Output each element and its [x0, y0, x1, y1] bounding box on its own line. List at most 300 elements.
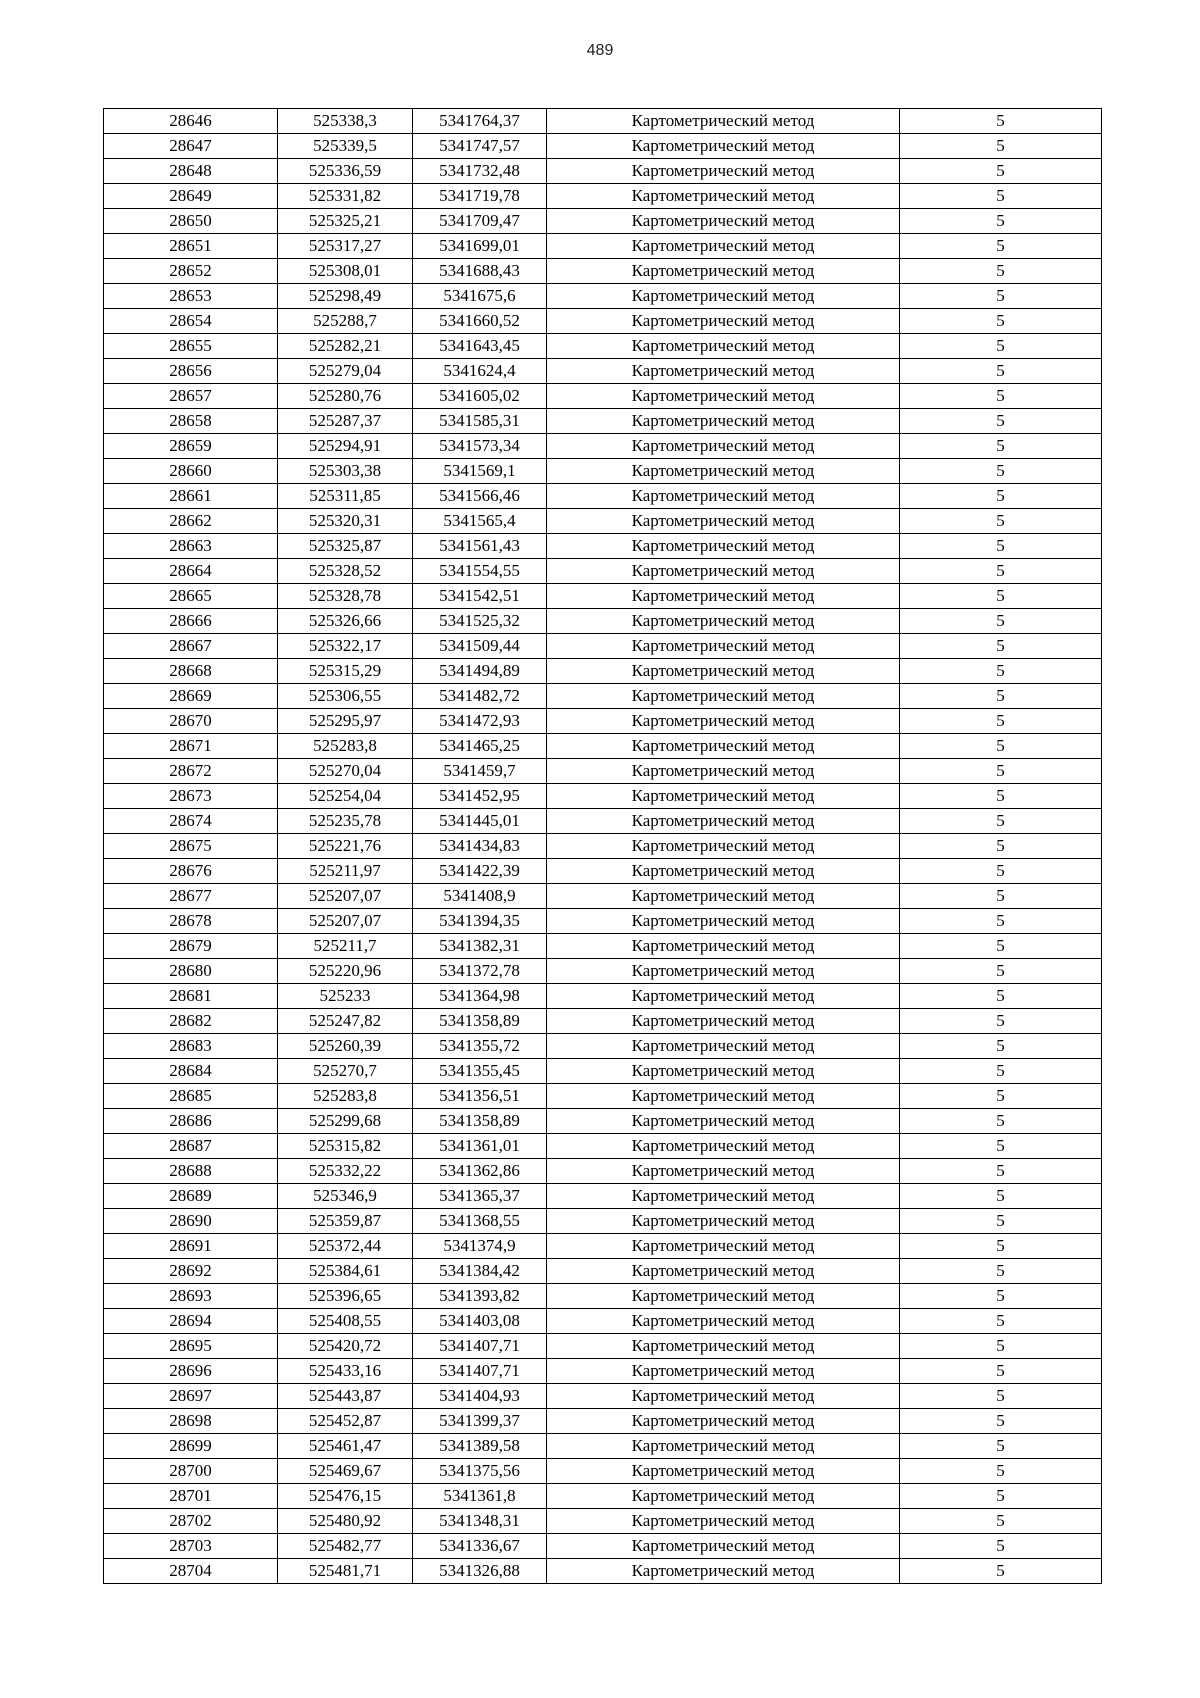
y-coordinate-cell: 5341372,78 — [413, 959, 547, 984]
x-coordinate-cell: 525433,16 — [278, 1359, 413, 1384]
y-coordinate-cell: 5341569,1 — [413, 459, 547, 484]
point-number-cell: 28658 — [104, 409, 278, 434]
point-number-cell: 28681 — [104, 984, 278, 1009]
accuracy-cell: 5 — [900, 1434, 1102, 1459]
x-coordinate-cell: 525480,92 — [278, 1509, 413, 1534]
method-cell: Картометрический метод — [547, 984, 900, 1009]
table-row — [104, 1459, 1102, 1484]
method-cell: Картометрический метод — [547, 459, 900, 484]
accuracy-cell: 5 — [900, 209, 1102, 234]
point-number-cell: 28702 — [104, 1509, 278, 1534]
accuracy-cell: 5 — [900, 684, 1102, 709]
y-coordinate-cell: 5341364,98 — [413, 984, 547, 1009]
accuracy-cell: 5 — [900, 859, 1102, 884]
point-number-cell: 28663 — [104, 534, 278, 559]
x-coordinate-cell: 525452,87 — [278, 1409, 413, 1434]
table-row — [104, 409, 1102, 434]
x-coordinate-cell: 525461,47 — [278, 1434, 413, 1459]
table-row — [104, 509, 1102, 534]
accuracy-cell: 5 — [900, 1109, 1102, 1134]
x-coordinate-cell: 525320,31 — [278, 509, 413, 534]
x-coordinate-cell: 525308,01 — [278, 259, 413, 284]
y-coordinate-cell: 5341407,71 — [413, 1359, 547, 1384]
table-row — [104, 1109, 1102, 1134]
method-cell: Картометрический метод — [547, 1059, 900, 1084]
x-coordinate-cell: 525328,78 — [278, 584, 413, 609]
method-cell: Картометрический метод — [547, 634, 900, 659]
method-cell: Картометрический метод — [547, 509, 900, 534]
method-cell: Картометрический метод — [547, 584, 900, 609]
y-coordinate-cell: 5341336,67 — [413, 1534, 547, 1559]
point-number-cell: 28646 — [104, 109, 278, 134]
accuracy-cell: 5 — [900, 309, 1102, 334]
x-coordinate-cell: 525420,72 — [278, 1334, 413, 1359]
point-number-cell: 28695 — [104, 1334, 278, 1359]
x-coordinate-cell: 525294,91 — [278, 434, 413, 459]
point-number-cell: 28700 — [104, 1459, 278, 1484]
x-coordinate-cell: 525326,66 — [278, 609, 413, 634]
accuracy-cell: 5 — [900, 1559, 1102, 1584]
x-coordinate-cell: 525325,87 — [278, 534, 413, 559]
y-coordinate-cell: 5341643,45 — [413, 334, 547, 359]
point-number-cell: 28692 — [104, 1259, 278, 1284]
y-coordinate-cell: 5341482,72 — [413, 684, 547, 709]
accuracy-cell: 5 — [900, 1234, 1102, 1259]
point-number-cell: 28659 — [104, 434, 278, 459]
method-cell: Картометрический метод — [547, 434, 900, 459]
table-row — [104, 259, 1102, 284]
method-cell: Картометрический метод — [547, 809, 900, 834]
method-cell: Картометрический метод — [547, 1334, 900, 1359]
point-number-cell: 28654 — [104, 309, 278, 334]
table-row — [104, 359, 1102, 384]
accuracy-cell: 5 — [900, 359, 1102, 384]
method-cell: Картометрический метод — [547, 209, 900, 234]
method-cell: Картометрический метод — [547, 1434, 900, 1459]
y-coordinate-cell: 5341624,4 — [413, 359, 547, 384]
y-coordinate-cell: 5341389,58 — [413, 1434, 547, 1459]
table-row — [104, 134, 1102, 159]
y-coordinate-cell: 5341459,7 — [413, 759, 547, 784]
x-coordinate-cell: 525280,76 — [278, 384, 413, 409]
table-row — [104, 109, 1102, 134]
accuracy-cell: 5 — [900, 709, 1102, 734]
y-coordinate-cell: 5341675,6 — [413, 284, 547, 309]
x-coordinate-cell: 525220,96 — [278, 959, 413, 984]
x-coordinate-cell: 525247,82 — [278, 1009, 413, 1034]
accuracy-cell: 5 — [900, 884, 1102, 909]
accuracy-cell: 5 — [900, 159, 1102, 184]
method-cell: Картометрический метод — [547, 1284, 900, 1309]
accuracy-cell: 5 — [900, 384, 1102, 409]
table-row — [104, 534, 1102, 559]
y-coordinate-cell: 5341407,71 — [413, 1334, 547, 1359]
point-number-cell: 28647 — [104, 134, 278, 159]
table-row — [104, 959, 1102, 984]
method-cell: Картометрический метод — [547, 1009, 900, 1034]
x-coordinate-cell: 525336,59 — [278, 159, 413, 184]
x-coordinate-cell: 525221,76 — [278, 834, 413, 859]
table-row — [104, 384, 1102, 409]
accuracy-cell: 5 — [900, 559, 1102, 584]
accuracy-cell: 5 — [900, 434, 1102, 459]
method-cell: Картометрический метод — [547, 159, 900, 184]
accuracy-cell: 5 — [900, 1059, 1102, 1084]
point-number-cell: 28677 — [104, 884, 278, 909]
x-coordinate-cell: 525372,44 — [278, 1234, 413, 1259]
x-coordinate-cell: 525476,15 — [278, 1484, 413, 1509]
x-coordinate-cell: 525207,07 — [278, 909, 413, 934]
x-coordinate-cell: 525339,5 — [278, 134, 413, 159]
point-number-cell: 28665 — [104, 584, 278, 609]
accuracy-cell: 5 — [900, 659, 1102, 684]
accuracy-cell: 5 — [900, 1209, 1102, 1234]
point-number-cell: 28678 — [104, 909, 278, 934]
point-number-cell: 28652 — [104, 259, 278, 284]
method-cell: Картометрический метод — [547, 259, 900, 284]
method-cell: Картометрический метод — [547, 734, 900, 759]
table-row — [104, 559, 1102, 584]
x-coordinate-cell: 525207,07 — [278, 884, 413, 909]
x-coordinate-cell: 525303,38 — [278, 459, 413, 484]
method-cell: Картометрический метод — [547, 834, 900, 859]
point-number-cell: 28688 — [104, 1159, 278, 1184]
point-number-cell: 28679 — [104, 934, 278, 959]
accuracy-cell: 5 — [900, 584, 1102, 609]
accuracy-cell: 5 — [900, 1534, 1102, 1559]
table-row — [104, 834, 1102, 859]
table-row — [104, 1384, 1102, 1409]
x-coordinate-cell: 525317,27 — [278, 234, 413, 259]
method-cell: Картометрический метод — [547, 1459, 900, 1484]
y-coordinate-cell: 5341585,31 — [413, 409, 547, 434]
table-row — [104, 659, 1102, 684]
point-number-cell: 28648 — [104, 159, 278, 184]
point-number-cell: 28686 — [104, 1109, 278, 1134]
method-cell: Картометрический метод — [547, 334, 900, 359]
method-cell: Картометрический метод — [547, 1109, 900, 1134]
point-number-cell: 28669 — [104, 684, 278, 709]
accuracy-cell: 5 — [900, 759, 1102, 784]
y-coordinate-cell: 5341494,89 — [413, 659, 547, 684]
method-cell: Картометрический метод — [547, 1484, 900, 1509]
x-coordinate-cell: 525481,71 — [278, 1559, 413, 1584]
y-coordinate-cell: 5341361,8 — [413, 1484, 547, 1509]
accuracy-cell: 5 — [900, 534, 1102, 559]
table-row — [104, 859, 1102, 884]
y-coordinate-cell: 5341732,48 — [413, 159, 547, 184]
point-number-cell: 28656 — [104, 359, 278, 384]
point-number-cell: 28674 — [104, 809, 278, 834]
point-number-cell: 28650 — [104, 209, 278, 234]
y-coordinate-cell: 5341356,51 — [413, 1084, 547, 1109]
method-cell: Картометрический метод — [547, 134, 900, 159]
y-coordinate-cell: 5341375,56 — [413, 1459, 547, 1484]
accuracy-cell: 5 — [900, 634, 1102, 659]
accuracy-cell: 5 — [900, 459, 1102, 484]
y-coordinate-cell: 5341445,01 — [413, 809, 547, 834]
x-coordinate-cell: 525235,78 — [278, 809, 413, 834]
point-number-cell: 28651 — [104, 234, 278, 259]
table-row — [104, 1359, 1102, 1384]
point-number-cell: 28704 — [104, 1559, 278, 1584]
y-coordinate-cell: 5341384,42 — [413, 1259, 547, 1284]
table-row — [104, 1234, 1102, 1259]
point-number-cell: 28698 — [104, 1409, 278, 1434]
method-cell: Картометрический метод — [547, 184, 900, 209]
point-number-cell: 28676 — [104, 859, 278, 884]
table-row — [104, 334, 1102, 359]
method-cell: Картометрический метод — [547, 284, 900, 309]
y-coordinate-cell: 5341374,9 — [413, 1234, 547, 1259]
table-row — [104, 234, 1102, 259]
method-cell: Картометрический метод — [547, 109, 900, 134]
method-cell: Картометрический метод — [547, 1409, 900, 1434]
accuracy-cell: 5 — [900, 259, 1102, 284]
x-coordinate-cell: 525443,87 — [278, 1384, 413, 1409]
point-number-cell: 28673 — [104, 784, 278, 809]
accuracy-cell: 5 — [900, 1084, 1102, 1109]
method-cell: Картометрический метод — [547, 859, 900, 884]
method-cell: Картометрический метод — [547, 609, 900, 634]
x-coordinate-cell: 525270,04 — [278, 759, 413, 784]
point-number-cell: 28675 — [104, 834, 278, 859]
y-coordinate-cell: 5341422,39 — [413, 859, 547, 884]
accuracy-cell: 5 — [900, 809, 1102, 834]
x-coordinate-cell: 525346,9 — [278, 1184, 413, 1209]
accuracy-cell: 5 — [900, 984, 1102, 1009]
table-row — [104, 709, 1102, 734]
y-coordinate-cell: 5341509,44 — [413, 634, 547, 659]
x-coordinate-cell: 525306,55 — [278, 684, 413, 709]
method-cell: Картометрический метод — [547, 1184, 900, 1209]
table-row — [104, 1534, 1102, 1559]
coordinates-table-body — [104, 109, 1102, 1584]
y-coordinate-cell: 5341348,31 — [413, 1509, 547, 1534]
table-row — [104, 909, 1102, 934]
method-cell: Картометрический метод — [547, 759, 900, 784]
table-row — [104, 1559, 1102, 1584]
accuracy-cell: 5 — [900, 909, 1102, 934]
table-row — [104, 434, 1102, 459]
method-cell: Картометрический метод — [547, 909, 900, 934]
point-number-cell: 28666 — [104, 609, 278, 634]
method-cell: Картометрический метод — [547, 234, 900, 259]
point-number-cell: 28657 — [104, 384, 278, 409]
accuracy-cell: 5 — [900, 1334, 1102, 1359]
x-coordinate-cell: 525328,52 — [278, 559, 413, 584]
point-number-cell: 28664 — [104, 559, 278, 584]
method-cell: Картометрический метод — [547, 1134, 900, 1159]
y-coordinate-cell: 5341358,89 — [413, 1009, 547, 1034]
method-cell: Картометрический метод — [547, 1309, 900, 1334]
table-row — [104, 1309, 1102, 1334]
accuracy-cell: 5 — [900, 734, 1102, 759]
point-number-cell: 28696 — [104, 1359, 278, 1384]
table-row — [104, 309, 1102, 334]
y-coordinate-cell: 5341434,83 — [413, 834, 547, 859]
y-coordinate-cell: 5341361,01 — [413, 1134, 547, 1159]
method-cell: Картометрический метод — [547, 1534, 900, 1559]
point-number-cell: 28655 — [104, 334, 278, 359]
accuracy-cell: 5 — [900, 134, 1102, 159]
table-row — [104, 759, 1102, 784]
accuracy-cell: 5 — [900, 1459, 1102, 1484]
table-row — [104, 1009, 1102, 1034]
y-coordinate-cell: 5341326,88 — [413, 1559, 547, 1584]
point-number-cell: 28649 — [104, 184, 278, 209]
accuracy-cell: 5 — [900, 1259, 1102, 1284]
accuracy-cell: 5 — [900, 784, 1102, 809]
x-coordinate-cell: 525288,7 — [278, 309, 413, 334]
accuracy-cell: 5 — [900, 509, 1102, 534]
y-coordinate-cell: 5341660,52 — [413, 309, 547, 334]
accuracy-cell: 5 — [900, 234, 1102, 259]
y-coordinate-cell: 5341399,37 — [413, 1409, 547, 1434]
x-coordinate-cell: 525332,22 — [278, 1159, 413, 1184]
point-number-cell: 28685 — [104, 1084, 278, 1109]
x-coordinate-cell: 525211,97 — [278, 859, 413, 884]
point-number-cell: 28667 — [104, 634, 278, 659]
point-number-cell: 28693 — [104, 1284, 278, 1309]
y-coordinate-cell: 5341472,93 — [413, 709, 547, 734]
accuracy-cell: 5 — [900, 1409, 1102, 1434]
y-coordinate-cell: 5341719,78 — [413, 184, 547, 209]
method-cell: Картометрический метод — [547, 359, 900, 384]
method-cell: Картометрический метод — [547, 709, 900, 734]
accuracy-cell: 5 — [900, 959, 1102, 984]
method-cell: Картометрический метод — [547, 534, 900, 559]
point-number-cell: 28680 — [104, 959, 278, 984]
x-coordinate-cell: 525469,67 — [278, 1459, 413, 1484]
method-cell: Картометрический метод — [547, 934, 900, 959]
method-cell: Картометрический метод — [547, 784, 900, 809]
y-coordinate-cell: 5341368,55 — [413, 1209, 547, 1234]
x-coordinate-cell: 525298,49 — [278, 284, 413, 309]
method-cell: Картометрический метод — [547, 484, 900, 509]
x-coordinate-cell: 525325,21 — [278, 209, 413, 234]
point-number-cell: 28682 — [104, 1009, 278, 1034]
point-number-cell: 28670 — [104, 709, 278, 734]
table-row — [104, 1034, 1102, 1059]
table-row — [104, 1184, 1102, 1209]
point-number-cell: 28684 — [104, 1059, 278, 1084]
x-coordinate-cell: 525211,7 — [278, 934, 413, 959]
table-row — [104, 1484, 1102, 1509]
point-number-cell: 28703 — [104, 1534, 278, 1559]
table-row — [104, 1259, 1102, 1284]
table-row — [104, 1159, 1102, 1184]
accuracy-cell: 5 — [900, 334, 1102, 359]
y-coordinate-cell: 5341408,9 — [413, 884, 547, 909]
y-coordinate-cell: 5341465,25 — [413, 734, 547, 759]
table-row — [104, 459, 1102, 484]
table-row — [104, 809, 1102, 834]
method-cell: Картометрический метод — [547, 1509, 900, 1534]
point-number-cell: 28661 — [104, 484, 278, 509]
point-number-cell: 28668 — [104, 659, 278, 684]
method-cell: Картометрический метод — [547, 1559, 900, 1584]
point-number-cell: 28697 — [104, 1384, 278, 1409]
accuracy-cell: 5 — [900, 1134, 1102, 1159]
y-coordinate-cell: 5341404,93 — [413, 1384, 547, 1409]
y-coordinate-cell: 5341355,45 — [413, 1059, 547, 1084]
y-coordinate-cell: 5341561,43 — [413, 534, 547, 559]
method-cell: Картометрический метод — [547, 384, 900, 409]
point-number-cell: 28689 — [104, 1184, 278, 1209]
table-row — [104, 884, 1102, 909]
method-cell: Картометрический метод — [547, 1084, 900, 1109]
point-number-cell: 28653 — [104, 284, 278, 309]
table-row — [104, 634, 1102, 659]
table-row — [104, 159, 1102, 184]
x-coordinate-cell: 525359,87 — [278, 1209, 413, 1234]
point-number-cell: 28660 — [104, 459, 278, 484]
accuracy-cell: 5 — [900, 1034, 1102, 1059]
method-cell: Картометрический метод — [547, 409, 900, 434]
x-coordinate-cell: 525384,61 — [278, 1259, 413, 1284]
method-cell: Картометрический метод — [547, 1209, 900, 1234]
accuracy-cell: 5 — [900, 1484, 1102, 1509]
accuracy-cell: 5 — [900, 1384, 1102, 1409]
point-number-cell: 28699 — [104, 1434, 278, 1459]
coordinates-table — [103, 108, 1102, 1584]
y-coordinate-cell: 5341699,01 — [413, 234, 547, 259]
y-coordinate-cell: 5341394,35 — [413, 909, 547, 934]
table-row — [104, 934, 1102, 959]
table-row — [104, 1059, 1102, 1084]
x-coordinate-cell: 525254,04 — [278, 784, 413, 809]
method-cell: Картометрический метод — [547, 1159, 900, 1184]
x-coordinate-cell: 525295,97 — [278, 709, 413, 734]
x-coordinate-cell: 525315,29 — [278, 659, 413, 684]
method-cell: Картометрический метод — [547, 559, 900, 584]
point-number-cell: 28687 — [104, 1134, 278, 1159]
x-coordinate-cell: 525322,17 — [278, 634, 413, 659]
method-cell: Картометрический метод — [547, 884, 900, 909]
y-coordinate-cell: 5341764,37 — [413, 109, 547, 134]
y-coordinate-cell: 5341403,08 — [413, 1309, 547, 1334]
point-number-cell: 28694 — [104, 1309, 278, 1334]
y-coordinate-cell: 5341452,95 — [413, 784, 547, 809]
accuracy-cell: 5 — [900, 1309, 1102, 1334]
table-row — [104, 1084, 1102, 1109]
table-row — [104, 1134, 1102, 1159]
table-row — [104, 209, 1102, 234]
table-row — [104, 684, 1102, 709]
x-coordinate-cell: 525338,3 — [278, 109, 413, 134]
x-coordinate-cell: 525396,65 — [278, 1284, 413, 1309]
y-coordinate-cell: 5341542,51 — [413, 584, 547, 609]
accuracy-cell: 5 — [900, 109, 1102, 134]
x-coordinate-cell: 525282,21 — [278, 334, 413, 359]
table-row — [104, 984, 1102, 1009]
y-coordinate-cell: 5341747,57 — [413, 134, 547, 159]
accuracy-cell: 5 — [900, 1359, 1102, 1384]
accuracy-cell: 5 — [900, 284, 1102, 309]
accuracy-cell: 5 — [900, 1159, 1102, 1184]
y-coordinate-cell: 5341365,37 — [413, 1184, 547, 1209]
x-coordinate-cell: 525270,7 — [278, 1059, 413, 1084]
table-row — [104, 1334, 1102, 1359]
y-coordinate-cell: 5341709,47 — [413, 209, 547, 234]
method-cell: Картометрический метод — [547, 1384, 900, 1409]
accuracy-cell: 5 — [900, 409, 1102, 434]
accuracy-cell: 5 — [900, 1009, 1102, 1034]
method-cell: Картометрический метод — [547, 1234, 900, 1259]
method-cell: Картометрический метод — [547, 1359, 900, 1384]
table-row — [104, 584, 1102, 609]
